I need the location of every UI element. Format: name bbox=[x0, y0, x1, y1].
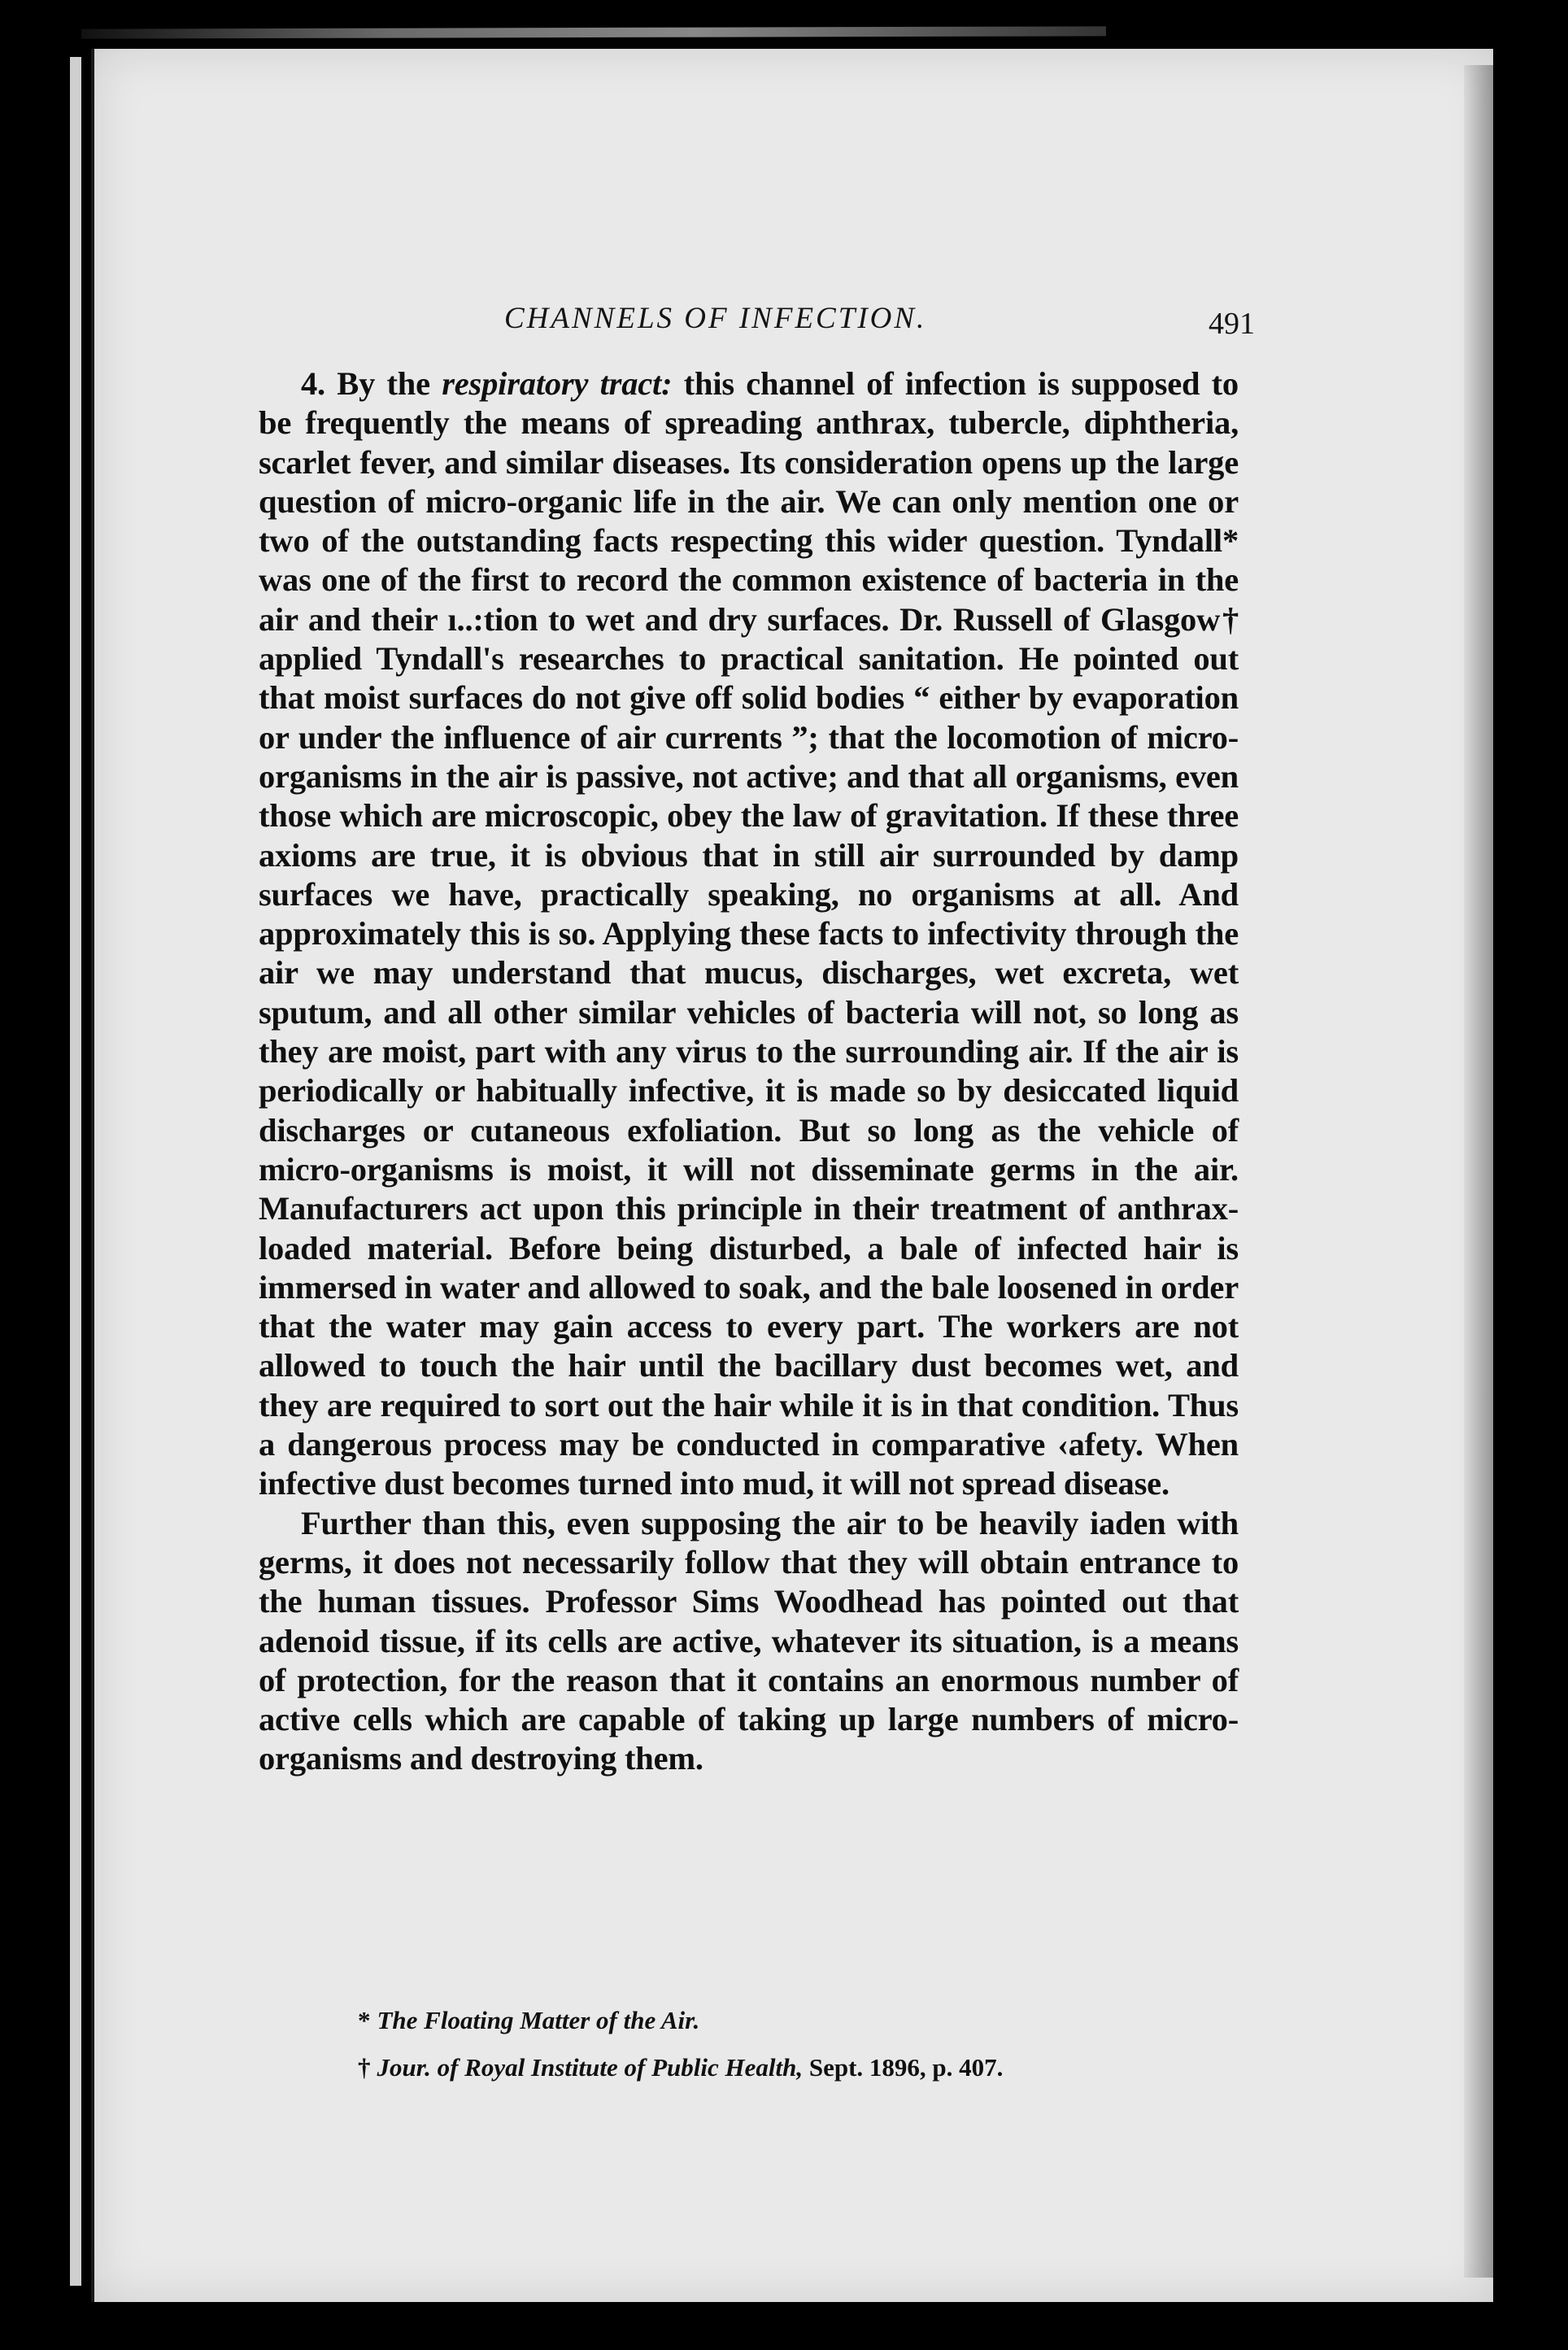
page-gutter-shadow bbox=[1464, 65, 1496, 2278]
footnote-title: Jour. of Royal Institute of Public Health, bbox=[377, 2053, 804, 2082]
page-top-edge bbox=[81, 26, 1106, 38]
footnote-mark: * bbox=[358, 2006, 371, 2034]
paragraph-emphasis: respiratory tract: bbox=[442, 365, 673, 402]
footnote-rest: Sept. 1896, p. 407. bbox=[803, 2053, 1004, 2082]
left-margin-edge bbox=[70, 57, 81, 2286]
footnote-title: The Floating Matter of the Air. bbox=[377, 2006, 700, 2034]
footnote-russell bbox=[358, 2044, 1252, 2091]
footnote-mark: † bbox=[358, 2053, 371, 2082]
paragraph-text: this channel of infection is supposed to be frequently the means of spreading anthrax, tubercle, diphtheria, scarlet fever, and similar diseases. Its consideration opens up the large question of micro-organic life in the air. We can only mention one or two of the outstanding facts respecting this wider question. Tyndall* was one of the first to record the common existence of bacteria in the air and their ı..:tion to wet and dry surfaces. Dr. Russell of Glasgow† applied Tyndall's researches to practical sanitation. He pointed out that moist surfaces do not give off solid bodies “ either by evaporation or under the influence of air currents ”; that the locomotion of micro-organisms in the air is passive, not active; and that all organisms, even those which are microscopic, obey the law of gravitation. If these three axioms are true, it is obvious that in still air surrounded by damp surfaces we have, practically speaking, no organisms at all. And approximately this is so. Applying these facts to infectivity through the air we may understand that mucus, discharges, wet excreta, wet sputum, and all other similar vehicles of bacteria will not, so long as they are moist, part with any virus to the surrounding air. If the air is periodically or habitually infective, it is made so by desiccated liquid discharges or cutaneous exfoliation. But so long as the vehicle of micro-organisms is moist, it will not disseminate germs in the air. Manufacturers act upon this principle in their treatment of anthrax-loaded material. Before being disturbed, a bale of infected hair is immersed in water and allowed to soak, and the bale loosened in order that the water may gain access to every part. The workers are not allowed to touch the hair until the bacillary dust becomes wet, and they are required to sort out the hair while it is in that condition. Thus a dangerous process may be conducted in comparative ‹afety. When infective dust becomes turned into mud, it will not spread disease. bbox=[259, 365, 1239, 1502]
page-number: 491 bbox=[1209, 307, 1255, 341]
footnotes bbox=[358, 1997, 1252, 2091]
paragraph-adenoid-tissue: Further than this, even supposing the air to be heavily iaden with germs, it does not necessarily follow that they will obtain entrance to the human tissues. Professor Sims Woodhead has pointed out that adenoid tissue, if its cells are active, whatever its situation, is a means of protection, for the reason that it contains an enormous number of active cells which are capable of taking up large numbers of micro-organisms and destroying them. bbox=[259, 1504, 1239, 1777]
body-text bbox=[259, 364, 1239, 1779]
footnote-tyndall bbox=[358, 1997, 1252, 2044]
running-head: CHANNELS OF INFECTION. bbox=[504, 302, 927, 335]
paragraph-lead: 4. By the bbox=[301, 365, 442, 402]
paragraph-respiratory-tract bbox=[259, 364, 1239, 1504]
page-header bbox=[504, 301, 1255, 350]
